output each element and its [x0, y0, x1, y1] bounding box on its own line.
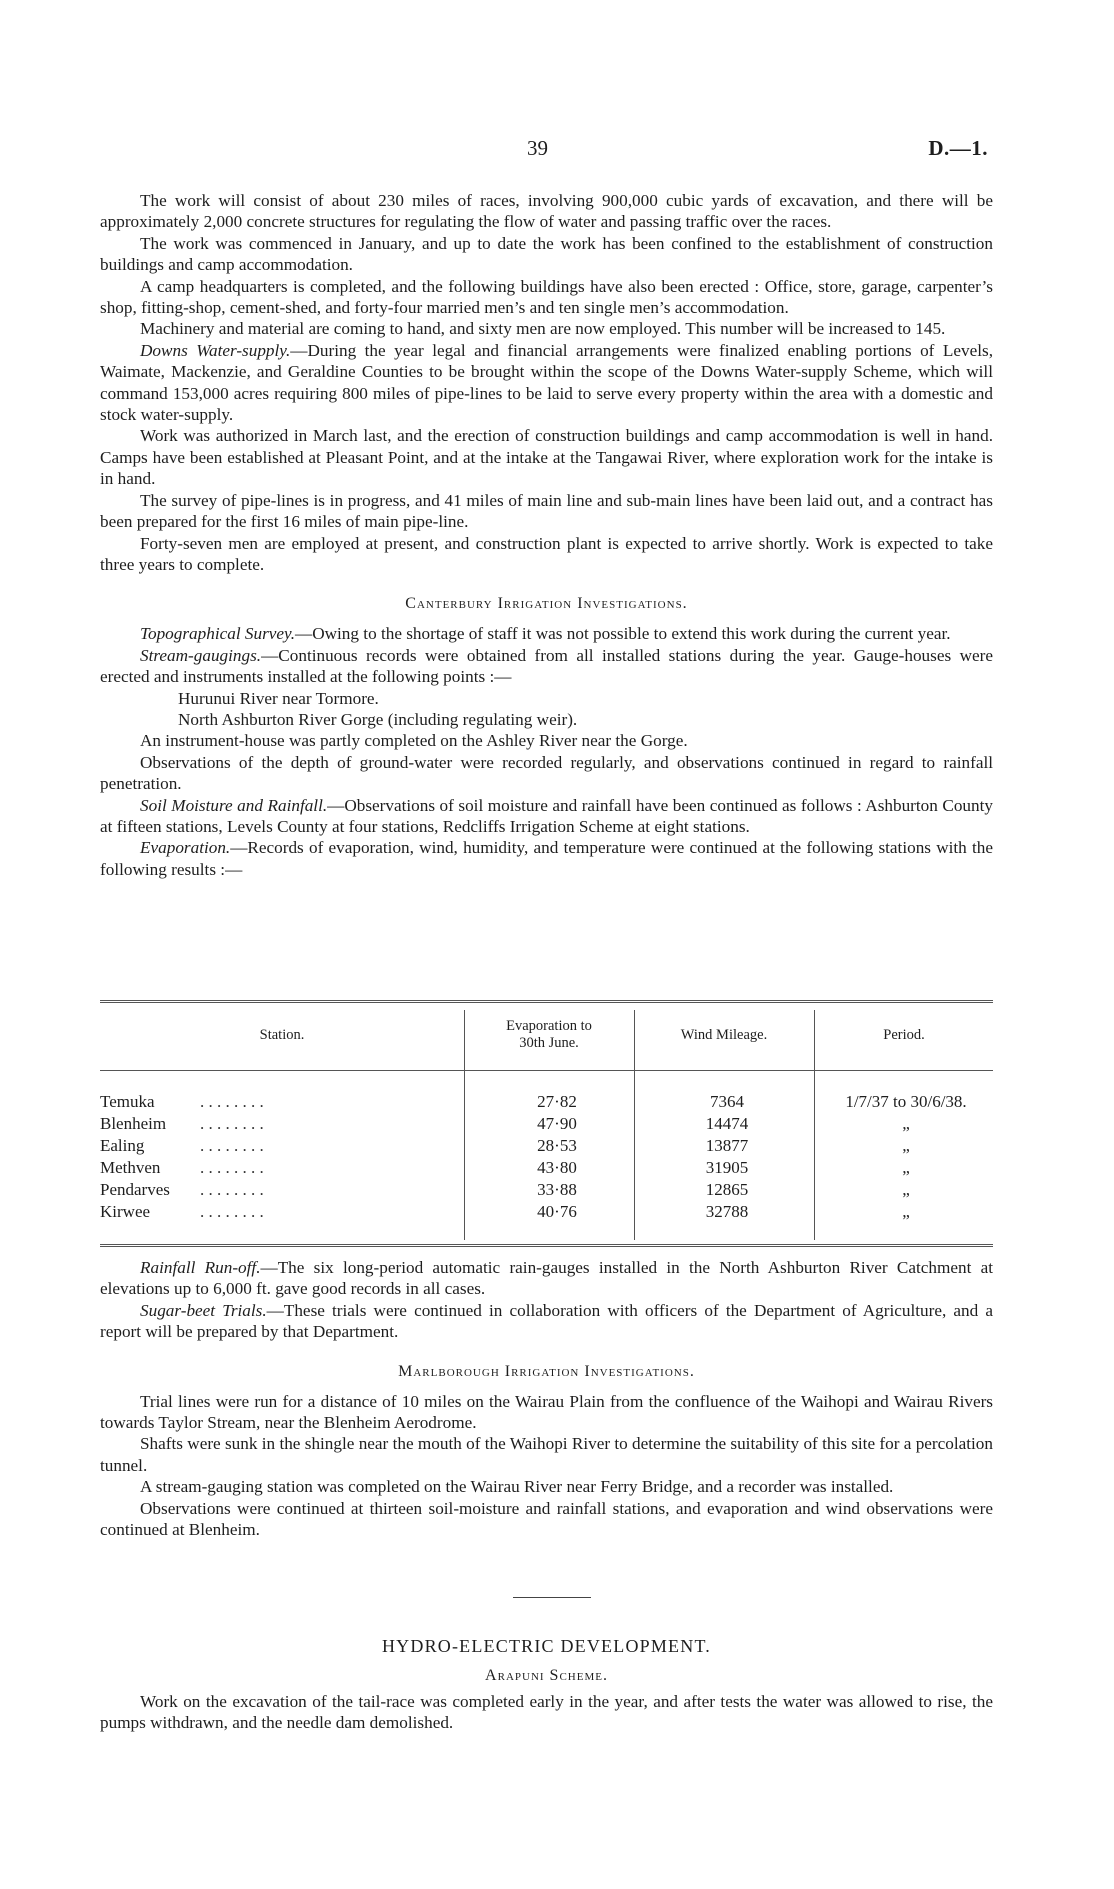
list-item: North Ashburton River Gorge (including regulating weir). [178, 709, 578, 729]
paragraph-authorized: Work was authorized in March last, and the erection of construction buildings and camp accommodation is well in hand. Camps have been established at Pleasant Point, and at the intake at the Tangawai River, where exploration work for the intake is in hand. [100, 426, 993, 489]
stream-text: —Continuous records were obtained from all installed stations during the year. Gauge-houses were erected and instruments installed at the following points :— [100, 645, 993, 687]
table-rule-top-double [100, 1002, 993, 1003]
cell-wind: 7364 [710, 1092, 744, 1111]
table-row [100, 1114, 993, 1136]
paragraph-topographical [100, 623, 993, 644]
page-header [0, 136, 1114, 166]
sugar-title: Sugar-beet Trials. [140, 1300, 267, 1320]
cell-station: Methven [100, 1158, 161, 1177]
cell-wind: 12865 [705, 1180, 749, 1199]
paragraph-arapuni: Work on the excavation of the tail-race was completed early in the year, and after tests the water was allowed to rise, the pumps withdrawn, and the needle dam demolished. [100, 1692, 993, 1733]
paragraph-works: The work will consist of about 230 miles of races, involving 900,000 cubic yards of excavation, and there will be approximately 2,000 concrete structures for regulating the flow of water and passing traffic over the races. [100, 191, 993, 232]
soil-title: Soil Moisture and Rainfall. [140, 795, 328, 815]
table-row [100, 1092, 993, 1114]
paragraph-observations: Observations were continued at thirteen soil-moisture and rainfall stations, and evaporation and wind observations were continued at Blenheim. [100, 1498, 993, 1540]
cell-period: „ [902, 1114, 910, 1133]
cell-station: Kirwee [100, 1202, 151, 1221]
downs-text: —During the year legal and financial arrangements were finalized enabling portions of Levels, Waimate, Mackenzie, and Geraldine Counties to be brought within the scope of the Downs Water-supply Scheme, which will command 153,000 acres requiring 800 miles of pipe-lines to be laid to serve every property within the area with a domestic and stock water-supply. [100, 340, 993, 425]
gauge-points-list [100, 688, 993, 731]
hydro-section [100, 1636, 993, 1734]
cell-evaporation: 27·82 [537, 1092, 577, 1111]
paragraph-men: Forty-seven men are employed at present, and construction plant is expected to arrive shortly. Work is expected to take three years to complete. [100, 533, 993, 574]
evap-title: Evaporation. [140, 838, 231, 858]
paragraph-survey: The survey of pipe-lines is in progress, and 41 miles of main line and sub-main lines have been laid out, and a contract has been prepared for the first 16 miles of main pipe-line. [100, 490, 993, 532]
cell-period: „ [902, 1202, 910, 1221]
cell-period: „ [902, 1180, 910, 1199]
paragraph-machinery: Machinery and material are coming to hand, and sixty men are now employed. This number will be increased to 145. [140, 319, 946, 339]
paragraph-groundwater: Observations of the depth of ground-water were recorded regularly, and observations continued in regard to rainfall penetration. [100, 752, 993, 794]
table-rule-bottom [100, 1244, 993, 1245]
soil-text: —Observations of soil moisture and rainfall have been continued as follows : Ashburton County at fifteen stations, Levels County at four stations, Redcliffs Irrigation Scheme at eight stations. [100, 795, 993, 836]
paragraph-commenced: The work was commenced in January, and up to date the work has been confined to the establishment of construction buildings and camp accommodation. [100, 233, 993, 275]
paragraph-runoff [100, 1257, 993, 1300]
list-item: Hurunui River near Tormore. [178, 688, 379, 708]
document-reference: D.—1. [928, 136, 988, 160]
stream-title: Stream-gaugings. [140, 645, 262, 665]
table-header [100, 1004, 993, 1066]
paragraph-camp: A camp headquarters is completed, and the following buildings have also been erected : Office, store, garage, carpenter’s shop, fitting-shop, cement-shed, and forty-four married men’s and ten single men’s accommodation. [100, 276, 993, 318]
upper-text [100, 190, 993, 880]
cell-evaporation: 33·88 [537, 1180, 577, 1199]
paragraph-stream-station: A stream-gauging station was completed on the Wairau River near Ferry Bridge, and a recorder was installed. [140, 1477, 894, 1497]
cell-leader: . . . . . . . . [200, 1158, 264, 1177]
cell-evaporation: 28·53 [537, 1136, 577, 1155]
runoff-title: Rainfall Run-off. [140, 1258, 261, 1277]
cell-wind: 14474 [705, 1114, 749, 1133]
canterbury-heading: Canterbury Irrigation Investigations. [405, 595, 688, 613]
table-rule-top [100, 1000, 993, 1001]
cell-station: Temuka [100, 1092, 155, 1111]
paragraph-stream [100, 645, 993, 688]
table-rule-bottom-double [100, 1246, 993, 1247]
header-evap-line1: Evaporation to [506, 1018, 592, 1034]
cell-period: „ [902, 1158, 910, 1177]
header-evaporation [464, 1004, 634, 1066]
paragraph-instrument: An instrument-house was partly completed on the Ashley River near the Gorge. [140, 731, 688, 751]
table-row [100, 1202, 993, 1224]
page-number: 39 [527, 136, 548, 160]
cell-period: 1/7/37 to 30/6/38. [845, 1092, 967, 1111]
evap-text: —Records of evaporation, wind, humidity, and temperature were continued at the following stations with the following results :— [100, 838, 993, 879]
cell-leader: . . . . . . . . [200, 1202, 264, 1221]
paragraph-downs [100, 340, 993, 426]
cell-leader: . . . . . . . . [200, 1136, 264, 1155]
cell-evaporation: 40·76 [537, 1202, 577, 1221]
cell-evaporation: 47·90 [537, 1114, 577, 1133]
marlborough-heading: Marlborough Irrigation Investigations. [398, 1362, 695, 1380]
cell-wind: 32788 [705, 1202, 749, 1221]
runoff-text: —The six long-period automatic rain-gauges installed in the North Ashburton River Catchment at elevations up to 6,000 ft. gave good records in all cases. [100, 1258, 994, 1299]
header-evap-line2: 30th June. [519, 1035, 579, 1051]
paragraph-shafts: Shafts were sunk in the shingle near the mouth of the Waihopi River to determine the suitability of this site for a percolation tunnel. [100, 1434, 993, 1475]
cell-evaporation: 43·80 [537, 1158, 577, 1177]
cell-leader: . . . . . . . . [200, 1114, 264, 1133]
downs-title: Downs Water-supply. [140, 340, 291, 360]
cell-period: „ [902, 1136, 910, 1155]
header-station: Station. [259, 1026, 305, 1043]
topo-title: Topographical Survey. [140, 624, 296, 644]
table-rule-header [100, 1070, 993, 1071]
table-row [100, 1158, 993, 1180]
sugar-text: —These trials were continued in collaboration with officers of the Department of Agriculture, and a report will be prepared by that Department. [100, 1300, 994, 1342]
cell-wind: 13877 [705, 1136, 749, 1155]
header-period: Period. [883, 1026, 925, 1043]
cell-wind: 31905 [705, 1158, 749, 1177]
paragraph-soil [100, 795, 993, 838]
lower-text [100, 1257, 993, 1540]
cell-leader: . . . . . . . . [200, 1180, 264, 1199]
hydro-heading: HYDRO-ELECTRIC DEVELOPMENT. [381, 1636, 712, 1656]
paragraph-sugarbeet [100, 1300, 993, 1343]
cell-station: Ealing [100, 1136, 145, 1155]
section-divider [513, 1597, 591, 1598]
cell-station: Pendarves [100, 1180, 170, 1199]
arapuni-heading: Arapuni Scheme. [485, 1667, 608, 1684]
table-row [100, 1180, 993, 1202]
topo-text: —Owing to the shortage of staff it was not possible to extend this work during the current year. [295, 624, 951, 644]
cell-leader: . . . . . . . . [200, 1092, 264, 1111]
paragraph-trial-lines: Trial lines were run for a distance of 10 miles on the Wairau Plain from the confluence of the Waihopi and Wairau Rivers towards Taylor Stream, near the Blenheim Aerodrome. [100, 1391, 993, 1433]
table-row [100, 1136, 993, 1158]
header-wind: Wind Mileage. [680, 1026, 768, 1043]
paragraph-evaporation [100, 837, 993, 880]
cell-station: Blenheim [100, 1114, 167, 1133]
